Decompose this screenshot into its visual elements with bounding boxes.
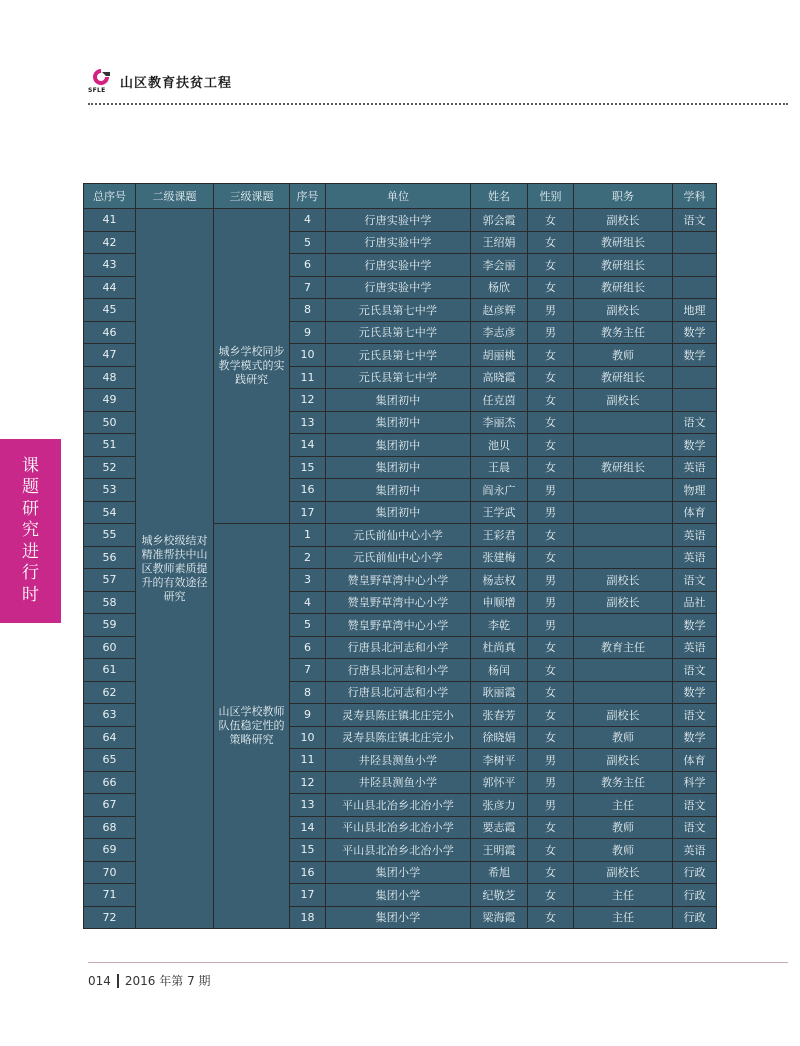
index-cell: 12 xyxy=(290,771,326,794)
unit-cell: 集团初中 xyxy=(326,456,471,479)
index-cell: 5 xyxy=(290,614,326,637)
unit-cell: 行唐实验中学 xyxy=(326,231,471,254)
column-header: 职务 xyxy=(574,184,673,209)
unit-cell: 平山县北冶乡北冶小学 xyxy=(326,839,471,862)
subject-cell xyxy=(673,276,717,299)
name-cell: 徐晓娟 xyxy=(471,726,528,749)
total-index-cell: 43 xyxy=(84,254,136,277)
gender-cell: 女 xyxy=(528,434,574,457)
index-cell: 17 xyxy=(290,501,326,524)
position-cell: 教育主任 xyxy=(574,636,673,659)
total-index-cell: 60 xyxy=(84,636,136,659)
index-cell: 4 xyxy=(290,591,326,614)
gender-cell: 女 xyxy=(528,366,574,389)
unit-cell: 集团初中 xyxy=(326,389,471,412)
name-cell: 梁海霞 xyxy=(471,906,528,929)
position-cell xyxy=(574,546,673,569)
gender-cell: 男 xyxy=(528,299,574,322)
index-cell: 16 xyxy=(290,479,326,502)
table-body xyxy=(84,209,717,929)
total-index-cell: 45 xyxy=(84,299,136,322)
position-cell: 教务主任 xyxy=(574,771,673,794)
gender-cell: 女 xyxy=(528,389,574,412)
index-cell: 7 xyxy=(290,659,326,682)
position-cell: 教研组长 xyxy=(574,366,673,389)
gender-cell: 女 xyxy=(528,546,574,569)
name-cell: 李乾 xyxy=(471,614,528,637)
index-cell: 8 xyxy=(290,681,326,704)
position-cell: 副校长 xyxy=(574,569,673,592)
gender-cell: 女 xyxy=(528,726,574,749)
index-cell: 9 xyxy=(290,321,326,344)
page-header xyxy=(88,66,232,96)
unit-cell: 集团小学 xyxy=(326,861,471,884)
index-cell: 17 xyxy=(290,884,326,907)
gender-cell: 女 xyxy=(528,906,574,929)
level3-topic-cell: 山区学校教师队伍稳定性的策略研究 xyxy=(214,524,290,929)
unit-cell: 赞皇野草湾中心小学 xyxy=(326,569,471,592)
subject-cell: 英语 xyxy=(673,636,717,659)
name-cell: 池贝 xyxy=(471,434,528,457)
name-cell: 郭怀平 xyxy=(471,771,528,794)
unit-cell: 赞皇野草湾中心小学 xyxy=(326,614,471,637)
unit-cell: 集团初中 xyxy=(326,479,471,502)
position-cell: 教师 xyxy=(574,726,673,749)
total-index-cell: 50 xyxy=(84,411,136,434)
unit-cell: 行唐实验中学 xyxy=(326,209,471,232)
subject-cell: 语文 xyxy=(673,704,717,727)
total-index-cell: 62 xyxy=(84,681,136,704)
name-cell: 李树平 xyxy=(471,749,528,772)
total-index-cell: 42 xyxy=(84,231,136,254)
index-cell: 5 xyxy=(290,231,326,254)
unit-cell: 集团小学 xyxy=(326,906,471,929)
index-cell: 10 xyxy=(290,726,326,749)
gender-cell: 女 xyxy=(528,231,574,254)
subject-cell: 英语 xyxy=(673,524,717,547)
gender-cell: 女 xyxy=(528,524,574,547)
total-index-cell: 46 xyxy=(84,321,136,344)
index-cell: 14 xyxy=(290,434,326,457)
subject-cell: 语文 xyxy=(673,569,717,592)
index-cell: 15 xyxy=(290,456,326,479)
gender-cell: 女 xyxy=(528,839,574,862)
index-cell: 15 xyxy=(290,839,326,862)
unit-cell: 集团初中 xyxy=(326,434,471,457)
total-index-cell: 58 xyxy=(84,591,136,614)
unit-cell: 元氏县第七中学 xyxy=(326,321,471,344)
subject-cell: 英语 xyxy=(673,546,717,569)
index-cell: 4 xyxy=(290,209,326,232)
name-cell: 要志霞 xyxy=(471,816,528,839)
unit-cell: 行唐县北河志和小学 xyxy=(326,659,471,682)
table-row xyxy=(84,209,717,232)
total-index-cell: 64 xyxy=(84,726,136,749)
gender-cell: 男 xyxy=(528,794,574,817)
position-cell: 主任 xyxy=(574,884,673,907)
position-cell xyxy=(574,501,673,524)
subject-cell: 语文 xyxy=(673,411,717,434)
total-index-cell: 59 xyxy=(84,614,136,637)
total-index-cell: 57 xyxy=(84,569,136,592)
unit-cell: 灵寿县陈庄镇北庄完小 xyxy=(326,726,471,749)
subject-cell xyxy=(673,254,717,277)
index-cell: 3 xyxy=(290,569,326,592)
name-cell: 高晓霞 xyxy=(471,366,528,389)
gender-cell: 女 xyxy=(528,254,574,277)
total-index-cell: 56 xyxy=(84,546,136,569)
position-cell xyxy=(574,411,673,434)
gender-cell: 男 xyxy=(528,321,574,344)
gender-cell: 男 xyxy=(528,749,574,772)
index-cell: 16 xyxy=(290,861,326,884)
column-header: 单位 xyxy=(326,184,471,209)
position-cell: 副校长 xyxy=(574,299,673,322)
position-cell xyxy=(574,524,673,547)
unit-cell: 井陉县测鱼小学 xyxy=(326,771,471,794)
unit-cell: 元氏县第七中学 xyxy=(326,366,471,389)
name-cell: 王明霞 xyxy=(471,839,528,862)
index-cell: 13 xyxy=(290,411,326,434)
position-cell: 副校长 xyxy=(574,209,673,232)
name-cell: 李志彦 xyxy=(471,321,528,344)
gender-cell: 女 xyxy=(528,884,574,907)
index-cell: 12 xyxy=(290,389,326,412)
subject-cell: 语文 xyxy=(673,209,717,232)
total-index-cell: 44 xyxy=(84,276,136,299)
position-cell: 教研组长 xyxy=(574,456,673,479)
total-index-cell: 48 xyxy=(84,366,136,389)
total-index-cell: 53 xyxy=(84,479,136,502)
footer-separator xyxy=(117,974,119,988)
subject-cell: 品社 xyxy=(673,591,717,614)
name-cell: 王学武 xyxy=(471,501,528,524)
subject-cell: 物理 xyxy=(673,479,717,502)
column-header: 三级课题 xyxy=(214,184,290,209)
table-header-row xyxy=(84,184,717,209)
position-cell: 主任 xyxy=(574,794,673,817)
total-index-cell: 63 xyxy=(84,704,136,727)
subject-cell: 数学 xyxy=(673,614,717,637)
name-cell: 耿丽霞 xyxy=(471,681,528,704)
total-index-cell: 66 xyxy=(84,771,136,794)
index-cell: 6 xyxy=(290,636,326,659)
subject-cell: 语文 xyxy=(673,659,717,682)
position-cell: 副校长 xyxy=(574,749,673,772)
name-cell: 李丽杰 xyxy=(471,411,528,434)
position-cell: 教师 xyxy=(574,816,673,839)
gender-cell: 男 xyxy=(528,614,574,637)
gender-cell: 女 xyxy=(528,276,574,299)
subject-cell: 体育 xyxy=(673,501,717,524)
name-cell: 杨欣 xyxy=(471,276,528,299)
name-cell: 王绍娟 xyxy=(471,231,528,254)
index-cell: 14 xyxy=(290,816,326,839)
subject-cell: 数学 xyxy=(673,321,717,344)
level3-topic-cell: 城乡学校同步教学模式的实践研究 xyxy=(214,209,290,524)
name-cell: 阎永广 xyxy=(471,479,528,502)
position-cell: 教师 xyxy=(574,839,673,862)
column-header: 性别 xyxy=(528,184,574,209)
name-cell: 王晨 xyxy=(471,456,528,479)
unit-cell: 行唐实验中学 xyxy=(326,254,471,277)
total-index-cell: 65 xyxy=(84,749,136,772)
gender-cell: 男 xyxy=(528,479,574,502)
unit-cell: 赞皇野草湾中心小学 xyxy=(326,591,471,614)
unit-cell: 平山县北冶乡北冶小学 xyxy=(326,794,471,817)
position-cell: 副校长 xyxy=(574,861,673,884)
gender-cell: 男 xyxy=(528,771,574,794)
subject-cell: 体育 xyxy=(673,749,717,772)
gender-cell: 女 xyxy=(528,816,574,839)
gender-cell: 女 xyxy=(528,704,574,727)
index-cell: 11 xyxy=(290,366,326,389)
position-cell: 副校长 xyxy=(574,591,673,614)
position-cell: 主任 xyxy=(574,906,673,929)
subject-cell xyxy=(673,389,717,412)
gender-cell: 男 xyxy=(528,591,574,614)
position-cell: 副校长 xyxy=(574,389,673,412)
index-cell: 8 xyxy=(290,299,326,322)
subject-cell: 行政 xyxy=(673,906,717,929)
name-cell: 郭会霞 xyxy=(471,209,528,232)
unit-cell: 元氏前仙中心小学 xyxy=(326,524,471,547)
sfle-logo xyxy=(88,67,114,95)
name-cell: 申顺增 xyxy=(471,591,528,614)
position-cell: 教研组长 xyxy=(574,276,673,299)
position-cell xyxy=(574,659,673,682)
unit-cell: 集团初中 xyxy=(326,411,471,434)
unit-cell: 行唐实验中学 xyxy=(326,276,471,299)
unit-cell: 灵寿县陈庄镇北庄完小 xyxy=(326,704,471,727)
total-index-cell: 68 xyxy=(84,816,136,839)
unit-cell: 集团小学 xyxy=(326,884,471,907)
name-cell: 张建梅 xyxy=(471,546,528,569)
position-cell xyxy=(574,681,673,704)
participants-table xyxy=(83,183,717,929)
position-cell xyxy=(574,434,673,457)
unit-cell: 井陉县测鱼小学 xyxy=(326,749,471,772)
index-cell: 18 xyxy=(290,906,326,929)
unit-cell: 元氏县第七中学 xyxy=(326,344,471,367)
footer-divider xyxy=(88,962,788,963)
gender-cell: 女 xyxy=(528,209,574,232)
subject-cell: 英语 xyxy=(673,839,717,862)
name-cell: 任克茵 xyxy=(471,389,528,412)
total-index-cell: 54 xyxy=(84,501,136,524)
gender-cell: 女 xyxy=(528,659,574,682)
name-cell: 杜尚真 xyxy=(471,636,528,659)
total-index-cell: 52 xyxy=(84,456,136,479)
unit-cell: 集团初中 xyxy=(326,501,471,524)
subject-cell: 数学 xyxy=(673,726,717,749)
gender-cell: 女 xyxy=(528,636,574,659)
name-cell: 张春芳 xyxy=(471,704,528,727)
gender-cell: 男 xyxy=(528,569,574,592)
name-cell: 赵彦辉 xyxy=(471,299,528,322)
unit-cell: 元氏前仙中心小学 xyxy=(326,546,471,569)
subject-cell: 语文 xyxy=(673,794,717,817)
subject-cell: 科学 xyxy=(673,771,717,794)
header-title: 山区教育扶贫工程 xyxy=(120,75,233,91)
index-cell: 1 xyxy=(290,524,326,547)
name-cell: 希旭 xyxy=(471,861,528,884)
gender-cell: 女 xyxy=(528,411,574,434)
position-cell: 副校长 xyxy=(574,704,673,727)
total-index-cell: 47 xyxy=(84,344,136,367)
subject-cell: 行政 xyxy=(673,884,717,907)
index-cell: 10 xyxy=(290,344,326,367)
subject-cell: 行政 xyxy=(673,861,717,884)
unit-cell: 元氏县第七中学 xyxy=(326,299,471,322)
index-cell: 9 xyxy=(290,704,326,727)
position-cell: 教研组长 xyxy=(574,231,673,254)
index-cell: 13 xyxy=(290,794,326,817)
section-side-tab xyxy=(0,439,61,623)
index-cell: 2 xyxy=(290,546,326,569)
logo-text: SFLE xyxy=(88,87,106,94)
participants-table-wrap xyxy=(83,183,716,940)
gender-cell: 女 xyxy=(528,681,574,704)
position-cell: 教师 xyxy=(574,344,673,367)
name-cell: 纪敬芝 xyxy=(471,884,528,907)
subject-cell: 数学 xyxy=(673,681,717,704)
total-index-cell: 49 xyxy=(84,389,136,412)
subject-cell: 地理 xyxy=(673,299,717,322)
column-header: 序号 xyxy=(290,184,326,209)
column-header: 二级课题 xyxy=(136,184,214,209)
subject-cell xyxy=(673,231,717,254)
subject-cell: 数学 xyxy=(673,344,717,367)
name-cell: 张彦力 xyxy=(471,794,528,817)
total-index-cell: 61 xyxy=(84,659,136,682)
name-cell: 胡丽桃 xyxy=(471,344,528,367)
total-index-cell: 69 xyxy=(84,839,136,862)
column-header: 总序号 xyxy=(84,184,136,209)
name-cell: 李会丽 xyxy=(471,254,528,277)
side-tab-label: 课题研究进行时 xyxy=(22,455,39,605)
total-index-cell: 67 xyxy=(84,794,136,817)
level2-topic-cell: 城乡校级结对精准帮扶中山区教师素质提升的有效途径研究 xyxy=(136,209,214,929)
total-index-cell: 41 xyxy=(84,209,136,232)
subject-cell: 数学 xyxy=(673,434,717,457)
column-header: 姓名 xyxy=(471,184,528,209)
position-cell: 教务主任 xyxy=(574,321,673,344)
index-cell: 11 xyxy=(290,749,326,772)
index-cell: 7 xyxy=(290,276,326,299)
issue-label: 2016 年第 7 期 xyxy=(124,974,211,988)
name-cell: 王彩君 xyxy=(471,524,528,547)
unit-cell: 行唐县北河志和小学 xyxy=(326,681,471,704)
total-index-cell: 51 xyxy=(84,434,136,457)
position-cell xyxy=(574,479,673,502)
page-number: 014 xyxy=(88,973,111,988)
subject-cell: 语文 xyxy=(673,816,717,839)
name-cell: 杨志权 xyxy=(471,569,528,592)
gender-cell: 男 xyxy=(528,501,574,524)
gender-cell: 女 xyxy=(528,344,574,367)
total-index-cell: 71 xyxy=(84,884,136,907)
page-footer xyxy=(88,972,211,989)
position-cell: 教研组长 xyxy=(574,254,673,277)
column-header: 学科 xyxy=(673,184,717,209)
position-cell xyxy=(574,614,673,637)
subject-cell: 英语 xyxy=(673,456,717,479)
header-divider xyxy=(88,103,788,105)
gender-cell: 女 xyxy=(528,861,574,884)
unit-cell: 行唐县北河志和小学 xyxy=(326,636,471,659)
index-cell: 6 xyxy=(290,254,326,277)
gender-cell: 女 xyxy=(528,456,574,479)
name-cell: 杨闰 xyxy=(471,659,528,682)
subject-cell xyxy=(673,366,717,389)
total-index-cell: 55 xyxy=(84,524,136,547)
total-index-cell: 72 xyxy=(84,906,136,929)
unit-cell: 平山县北冶乡北冶小学 xyxy=(326,816,471,839)
total-index-cell: 70 xyxy=(84,861,136,884)
